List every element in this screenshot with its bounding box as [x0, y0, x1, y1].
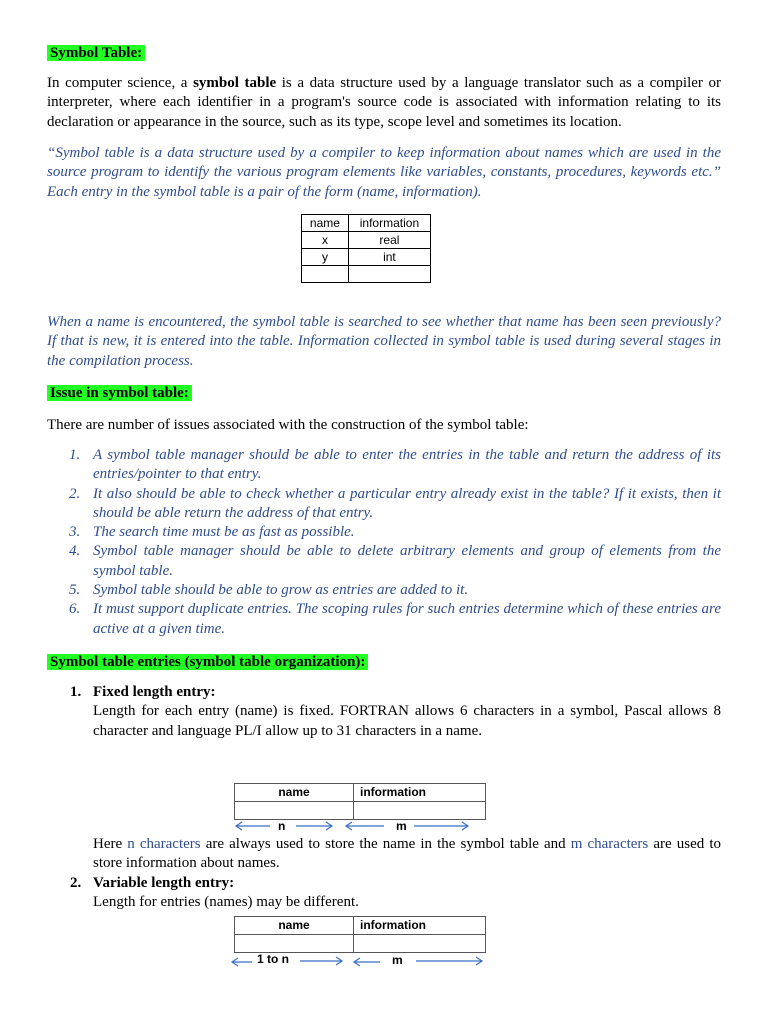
arrow-label-1-to-n: 1 to n [257, 952, 289, 966]
arrow-label-m: m [396, 819, 407, 833]
lookup-paragraph: When a name is encountered, the symbol table is searched to see whether that name has been seen previously? If that is new, it is entered into the table. Information collected in symbol table is used during several stages in the compilation process. [47, 314, 721, 369]
definition-quote: “Symbol table is a data structure used by a compiler to keep information about names which are used in the source program to identify the various program elements like variables, constants, procedures, keywords etc.” Each entry in the symbol table is a pair of the form (name, information). [47, 145, 721, 200]
symbol-table-heading: Symbol Table: [47, 44, 145, 62]
list-item: 3. The search time must be as fast as possible. [69, 524, 355, 541]
variable-table-header-information: information [354, 917, 486, 935]
variable-table-header-name: name [235, 917, 354, 935]
fixed-length-note: Here n characters are always used to store the name in the symbol table and m characters are used to store information about names. [93, 836, 721, 872]
arrow-label-n: n [278, 819, 286, 833]
example-symbol-table [301, 214, 431, 283]
table-row [302, 266, 431, 283]
fixed-table-header-name: name [235, 784, 354, 802]
list-item: 1. A symbol table manager should be able to enter the entries in the table and return the address of its entries/pointer to that entry. [69, 447, 721, 483]
table-header-information: information [348, 215, 430, 232]
entries-heading: Symbol table entries (symbol table organization): [47, 653, 368, 671]
fixed-arrow-row [234, 818, 474, 834]
fixed-table-header-information: information [354, 784, 486, 802]
variable-entry-table [234, 916, 486, 953]
variable-length-title: Variable length entry: [93, 875, 235, 891]
issues-intro: There are number of issues associated with the construction of the symbol table: [47, 417, 529, 433]
fixed-length-entry: 1. Fixed length entry: Length for each entry (name) is fixed. FORTRAN allows 6 characters in a symbol, Pascal allows 8 character and language PL/I allow up to 31 characters in a name. [70, 683, 721, 741]
issues-list [47, 446, 721, 639]
fixed-arrows-icon [234, 818, 474, 834]
fixed-entry-table [234, 783, 486, 820]
issues-heading: Issue in symbol table: [47, 384, 192, 402]
list-item: 5. Symbol table should be able to grow as entries are added to it. [69, 582, 469, 599]
variable-arrow-row [230, 952, 486, 968]
list-item: 2. It also should be able to check whether a particular entry already exist in the table? If it exists, then it should be able return the address of that entry. [69, 485, 721, 521]
list-item: 4. Symbol table manager should be able to delete arbitrary elements and group of elements from the symbol table. [69, 543, 721, 579]
table-header-row [302, 215, 431, 232]
variable-length-entry: 2. Variable length entry: Length for entries (names) may be different. [70, 874, 721, 913]
variable-length-desc: Length for entries (names) may be different. [93, 894, 359, 911]
list-item: 6. It must support duplicate entries. The scoping rules for such entries determine which of these entries are active at a given time. [69, 601, 721, 637]
arrow-label-m: m [392, 953, 403, 967]
fixed-length-desc: Length for each entry (name) is fixed. FORTRAN allows 6 characters in a symbol, Pascal allows 8 character and language PL/I allow up to 31 characters in a name. [93, 703, 721, 739]
table-row: x real [302, 232, 431, 249]
fixed-length-title: Fixed length entry: [93, 684, 216, 700]
table-row: y int [302, 249, 431, 266]
intro-paragraph: In computer science, a symbol table is a data structure used by a language translator such as a compiler or interpreter, where each identifier in a program's source code is associated with information relating to its declaration or appearance in the source, such as its type, scope level and sometimes its location. [47, 75, 721, 130]
table-header-name: name [302, 215, 349, 232]
